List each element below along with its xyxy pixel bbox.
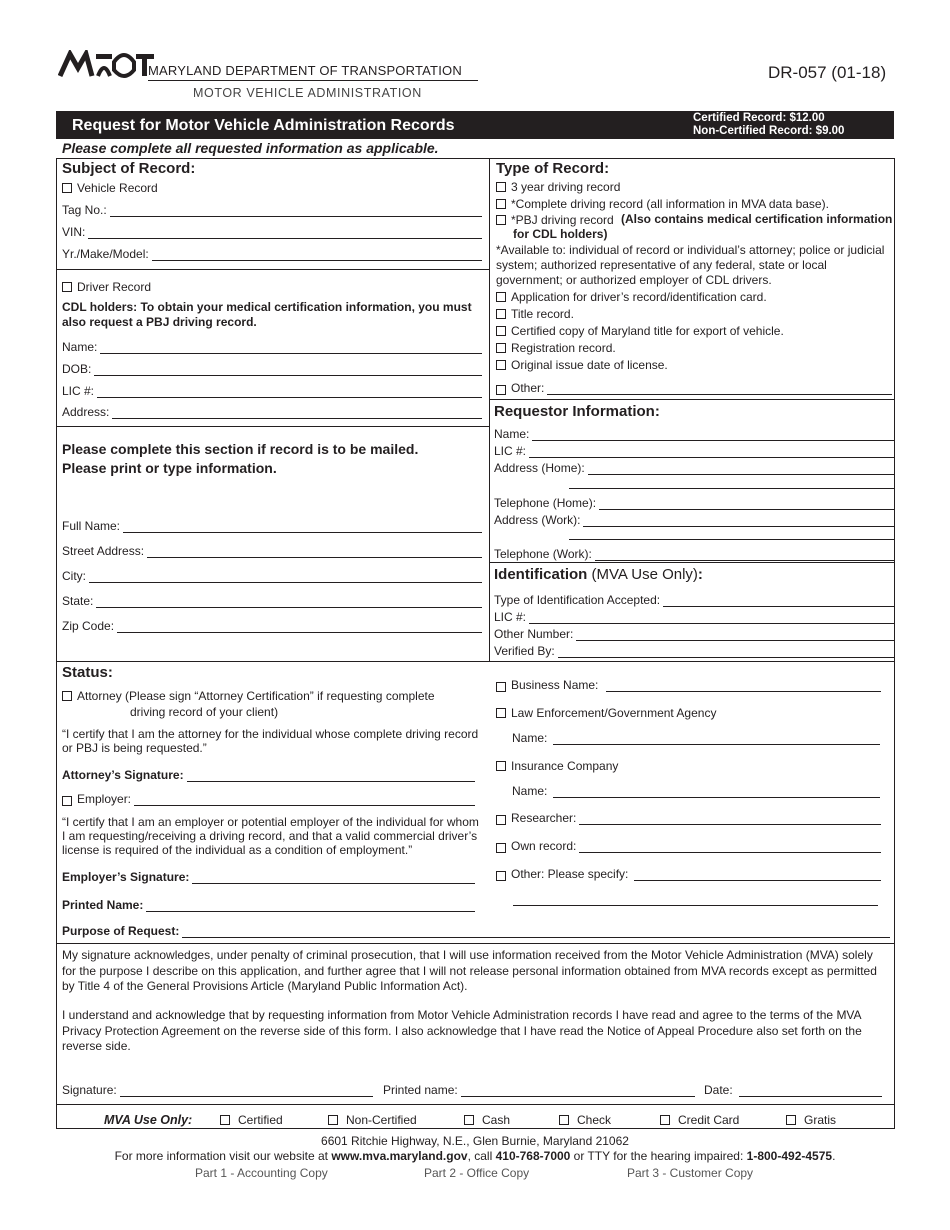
full-name-field[interactable]: Full Name: [62, 519, 482, 533]
researcher-checkbox[interactable] [496, 815, 506, 825]
own-record-field[interactable]: Own record: [496, 839, 881, 853]
zip-code-field[interactable]: Zip Code: [62, 619, 482, 633]
department-name: MARYLAND DEPARTMENT OF TRANSPORTATION [148, 63, 462, 78]
website-link[interactable]: www.mva.maryland.gov [331, 1149, 468, 1163]
driver-record-checkbox[interactable] [62, 282, 72, 292]
complete-record-checkbox[interactable] [496, 199, 506, 209]
telephone-work-field[interactable]: Telephone (Work): [494, 547, 894, 561]
acknowledgment-para-2: I understand and acknowledge that by requesting information from Motor Vehicle Administration records I have read and agree to the terms of the MVA Privacy Protection Agreement on the reverse side of this form. I also acknowledge that I have read the Notice of Appeal Procedure also set forth on the reverse side. [62, 1008, 862, 1053]
employer-certification: “I certify that I am an employer or potential employer of the individual for whom I am requesting/receiving a driving record, and that a valid commercial driver’s license is required of the individual as a condition of employment.” [62, 815, 479, 857]
cash-option[interactable]: Cash [464, 1113, 510, 1127]
type-of-record-title: Type of Record: [496, 160, 610, 177]
fee-noncertified: Non-Certified Record: $9.00 [693, 125, 845, 137]
header-rule [148, 80, 478, 81]
phone-number: 410-768-7000 [495, 1149, 571, 1163]
requestor-title: Requestor Information: [494, 403, 660, 420]
pbj-record-option[interactable]: *PBJ driving record [496, 213, 614, 227]
law-enforcement-option[interactable]: Law Enforcement/Government Agency [496, 706, 716, 720]
title-record-option[interactable]: Title record. [496, 307, 574, 321]
instruction: Please complete all requested information as applicable. [62, 140, 439, 156]
form-number: DR-057 (01-18) [768, 63, 887, 82]
driver-lic-field[interactable]: LIC #: [62, 384, 482, 398]
mdot-logo [58, 50, 154, 80]
researcher-field[interactable]: Researcher: [496, 811, 881, 825]
certified-option[interactable]: Certified [220, 1113, 283, 1127]
non-certified-checkbox[interactable] [328, 1115, 338, 1125]
registration-checkbox[interactable] [496, 343, 506, 353]
driver-name-field[interactable]: Name: [62, 340, 482, 354]
cdl-note: CDL holders: To obtain your medical certification information, you must also request a PBJ driving record. [62, 300, 472, 329]
driver-address-field[interactable]: Address: [62, 405, 482, 419]
certified-checkbox[interactable] [220, 1115, 230, 1125]
original-issue-checkbox[interactable] [496, 360, 506, 370]
business-name-field[interactable]: Business Name: [496, 678, 881, 692]
part-3-label: Part 3 - Customer Copy [627, 1166, 754, 1180]
title-record-checkbox[interactable] [496, 309, 506, 319]
address-home-line-2[interactable] [569, 488, 894, 489]
verified-by-field[interactable]: Verified By: [494, 644, 894, 658]
attorney-checkbox[interactable] [62, 691, 72, 701]
certified-copy-checkbox[interactable] [496, 326, 506, 336]
original-issue-option[interactable]: Original issue date of license. [496, 358, 668, 372]
insurance-option[interactable]: Insurance Company [496, 759, 618, 773]
application-option[interactable]: Application for driver’s record/identification card. [496, 290, 767, 304]
vin-field[interactable]: VIN: [62, 225, 482, 239]
signature-field[interactable]: Signature: [62, 1083, 373, 1097]
attorney-option[interactable]: Attorney (Please sign “Attorney Certification” if requesting complete [62, 689, 435, 703]
part-2-label: Part 2 - Office Copy [424, 1166, 530, 1180]
mva-use-label: MVA Use Only: [104, 1113, 193, 1127]
gratis-option[interactable]: Gratis [786, 1113, 836, 1127]
credit-card-checkbox[interactable] [660, 1115, 670, 1125]
other-specify-field[interactable]: Other: Please specify: [496, 867, 881, 881]
registration-option[interactable]: Registration record. [496, 341, 616, 355]
footer-info: For more information visit our website at www.mva.maryland.gov, call 410-768-7000 or TTY for the hearing impaired: 1-800-492-4575. [114, 1149, 836, 1163]
cash-checkbox[interactable] [464, 1115, 474, 1125]
address-work-field[interactable]: Address (Work): [494, 513, 894, 527]
law-enforcement-checkbox[interactable] [496, 708, 506, 718]
insurance-name-field[interactable]: Name: [512, 784, 880, 798]
driver-record-option[interactable]: Driver Record [62, 280, 151, 294]
requestor-name-field[interactable]: Name: [494, 427, 894, 441]
yr-make-model-field[interactable]: Yr./Make/Model: [62, 247, 482, 261]
subject-title: Subject of Record: [62, 160, 196, 177]
vehicle-record-checkbox[interactable] [62, 183, 72, 193]
state-field[interactable]: State: [62, 594, 482, 608]
address-home-field[interactable]: Address (Home): [494, 461, 894, 475]
available-note: *Available to: individual of record or individual’s attorney; police or judicial system; authorized representative of any federal, state or local government; or authorized employer of CDL drivers. [496, 243, 885, 287]
tty-number: 1-800-492-4575 [746, 1149, 833, 1163]
mail-title: Please complete this section if record is to be mailed. Please print or type information. [62, 441, 419, 476]
id-lic-field[interactable]: LIC #: [494, 610, 894, 624]
administration-name: MOTOR VEHICLE ADMINISTRATION [193, 86, 422, 100]
mdot-logo-icon [58, 50, 154, 80]
footer-address: 6601 Ritchie Highway, N.E., Glen Burnie, Maryland 21062 [321, 1134, 629, 1148]
pbj-record-checkbox[interactable] [496, 215, 506, 225]
part-1-label: Part 1 - Accounting Copy [195, 1166, 328, 1180]
credit-card-option[interactable]: Credit Card [660, 1113, 739, 1127]
telephone-home-field[interactable]: Telephone (Home): [494, 496, 894, 510]
employer-signature-field[interactable]: Employer’s Signature: [62, 870, 475, 884]
vehicle-record-option[interactable]: Vehicle Record [62, 181, 158, 195]
column-divider [489, 158, 490, 661]
other-number-field[interactable]: Other Number: [494, 627, 894, 641]
other-specify-line-2[interactable] [513, 905, 878, 906]
certified-copy-option[interactable]: Certified copy of Maryland title for export of vehicle. [496, 324, 784, 338]
date-field[interactable]: Date: [704, 1083, 882, 1097]
printed-name-ack-field[interactable]: Printed name: [383, 1083, 695, 1097]
employer-field[interactable]: Employer: [62, 792, 475, 806]
business-name-checkbox[interactable] [496, 682, 506, 692]
identification-title: Identification (MVA Use Only): [494, 566, 703, 583]
pbj-record-note: (Also contains medical certification information for CDL holders) [513, 212, 893, 241]
tag-no-field[interactable]: Tag No.: [62, 203, 482, 217]
three-year-checkbox[interactable] [496, 182, 506, 192]
other-record-field[interactable]: Other: [496, 381, 892, 395]
application-checkbox[interactable] [496, 292, 506, 302]
own-record-checkbox[interactable] [496, 843, 506, 853]
other-specify-checkbox[interactable] [496, 871, 506, 881]
insurance-checkbox[interactable] [496, 761, 506, 771]
address-work-line-2[interactable] [569, 539, 894, 540]
complete-record-option[interactable]: *Complete driving record (all information in MVA data base). [496, 197, 829, 211]
check-option[interactable]: Check [559, 1113, 611, 1127]
purpose-of-request-field[interactable]: Purpose of Request: [62, 924, 890, 938]
employer-checkbox[interactable] [62, 796, 72, 806]
attorney-signature-field[interactable]: Attorney’s Signature: [62, 768, 475, 782]
three-year-option[interactable]: 3 year driving record [496, 180, 620, 194]
attorney-certification: “I certify that I am the attorney for the individual whose complete driving record or PBJ is being requested.” [62, 727, 479, 755]
dob-field[interactable]: DOB: [62, 362, 482, 376]
acknowledgment-para-1: My signature acknowledges, under penalty of criminal prosecution, that I will use information received from the Motor Vehicle Administration (MVA) solely for the purpose I describe on this application, and further agree that I will not release personal information obtained from MVA records except as permitted by Title 4 of the General Provisions Article (Maryland Public Information Act). [62, 948, 877, 993]
id-type-field[interactable]: Type of Identification Accepted: [494, 593, 894, 607]
requestor-lic-field[interactable]: LIC #: [494, 444, 894, 458]
printed-name-field[interactable]: Printed Name: [62, 898, 475, 912]
street-address-field[interactable]: Street Address: [62, 544, 482, 558]
status-title: Status: [62, 664, 113, 681]
gratis-checkbox[interactable] [786, 1115, 796, 1125]
non-certified-option[interactable]: Non-Certified [328, 1113, 417, 1127]
other-record-checkbox[interactable] [496, 385, 506, 395]
attorney-option-note: driving record of your client) [130, 705, 279, 719]
law-enforcement-name-field[interactable]: Name: [512, 731, 880, 745]
fee-certified: Certified Record: $12.00 [693, 112, 825, 124]
form-title: Request for Motor Vehicle Administration Records [72, 117, 455, 134]
check-checkbox[interactable] [559, 1115, 569, 1125]
city-field[interactable]: City: [62, 569, 482, 583]
